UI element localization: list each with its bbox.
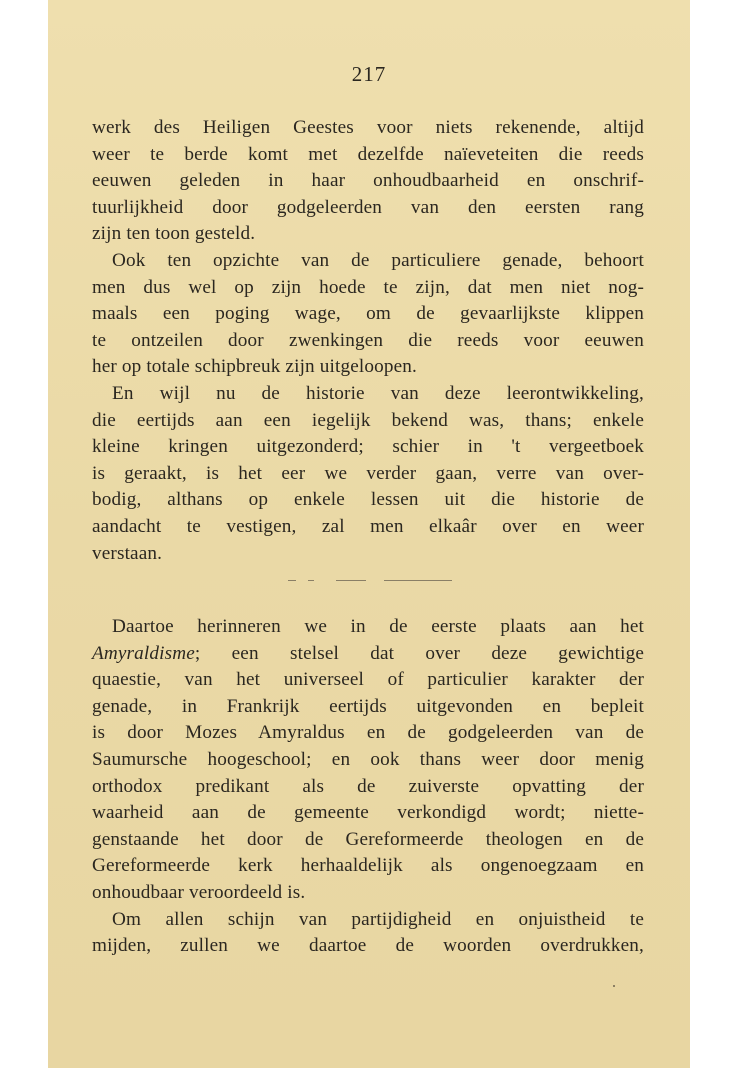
text-line: En wijl nu de historie van deze leerontwikkeling, xyxy=(112,382,644,404)
text-line: tuurlijkheid door godgeleerden van den eersten rang xyxy=(92,196,644,218)
text-line: Gereformeerde kerk herhaaldelijk als ongenoegzaam en xyxy=(92,855,644,877)
text-line: waarheid aan de gemeente verkondigd wordt; niette- xyxy=(92,802,644,824)
section-divider xyxy=(288,580,452,582)
text-line: onhoudbaar veroordeeld is. xyxy=(92,881,306,903)
text-line: genstaande het door de Gereformeerde theologen en de xyxy=(92,828,644,850)
text-line: her op totale schipbreuk zijn uitgeloopen. xyxy=(92,356,417,378)
text-line: die eertijds aan een iegelijk bekend was, thans; enkele xyxy=(92,409,644,431)
text-line: aandacht te vestigen, zal men elkaâr over en weer xyxy=(92,515,644,537)
text-line: eeuwen geleden in haar onhoudbaarheid en onschrif- xyxy=(92,170,644,192)
book-page xyxy=(48,0,690,1068)
text-section-1 xyxy=(92,115,644,567)
text-fragment: ; een stelsel dat over deze gewichtige xyxy=(194,642,644,664)
text-line: te ontzeilen door zwenkingen die reeds voor eeuwen xyxy=(92,329,644,351)
text-line: men dus wel op zijn hoede te zijn, dat men niet nog- xyxy=(92,276,644,298)
page-number: 217 xyxy=(351,62,387,86)
text-line xyxy=(92,641,644,668)
text-line: Om allen schijn van partijdigheid en onjuistheid te xyxy=(112,908,644,930)
text-line: weer te berde komt met dezelfde naïeveteiten die reeds xyxy=(92,143,644,165)
text-line: Saumursche hoogeschool; en ook thans weer door menig xyxy=(92,748,644,770)
text-line: verstaan. xyxy=(92,542,163,564)
text-line: Ook ten opzichte van de particuliere genade, behoort xyxy=(112,249,644,271)
text-line: genade, in Frankrijk eertijds uitgevonden en bepleit xyxy=(92,695,644,717)
text-section-2 xyxy=(92,614,644,960)
text-line: orthodox predikant als de zuiverste opvatting der xyxy=(92,775,644,797)
text-line: kleine kringen uitgezonderd; schier in 't vergeetboek xyxy=(92,436,644,458)
text-line: Daartoe herinneren we in de eerste plaats aan het xyxy=(112,616,644,637)
text-line: zijn ten toon gesteld. xyxy=(92,223,256,245)
text-line: quaestie, van het universeel of particulier karakter der xyxy=(92,669,644,691)
text-line: bodig, althans op enkele lessen uit die historie de xyxy=(92,489,644,511)
paper-speck xyxy=(613,985,615,987)
text-line: is geraakt, is het eer we verder gaan, verre van over- xyxy=(92,462,644,484)
text-line: werk des Heiligen Geestes voor niets rekenende, altijd xyxy=(92,117,644,138)
text-line: maals een poging wage, om de gevaarlijkste klippen xyxy=(92,303,644,325)
text-line: is door Mozes Amyraldus en de godgeleerden van de xyxy=(92,722,644,744)
italic-term: Amyraldisme xyxy=(92,642,195,664)
text-line: mijden, zullen we daartoe de woorden overdrukken, xyxy=(92,935,644,957)
